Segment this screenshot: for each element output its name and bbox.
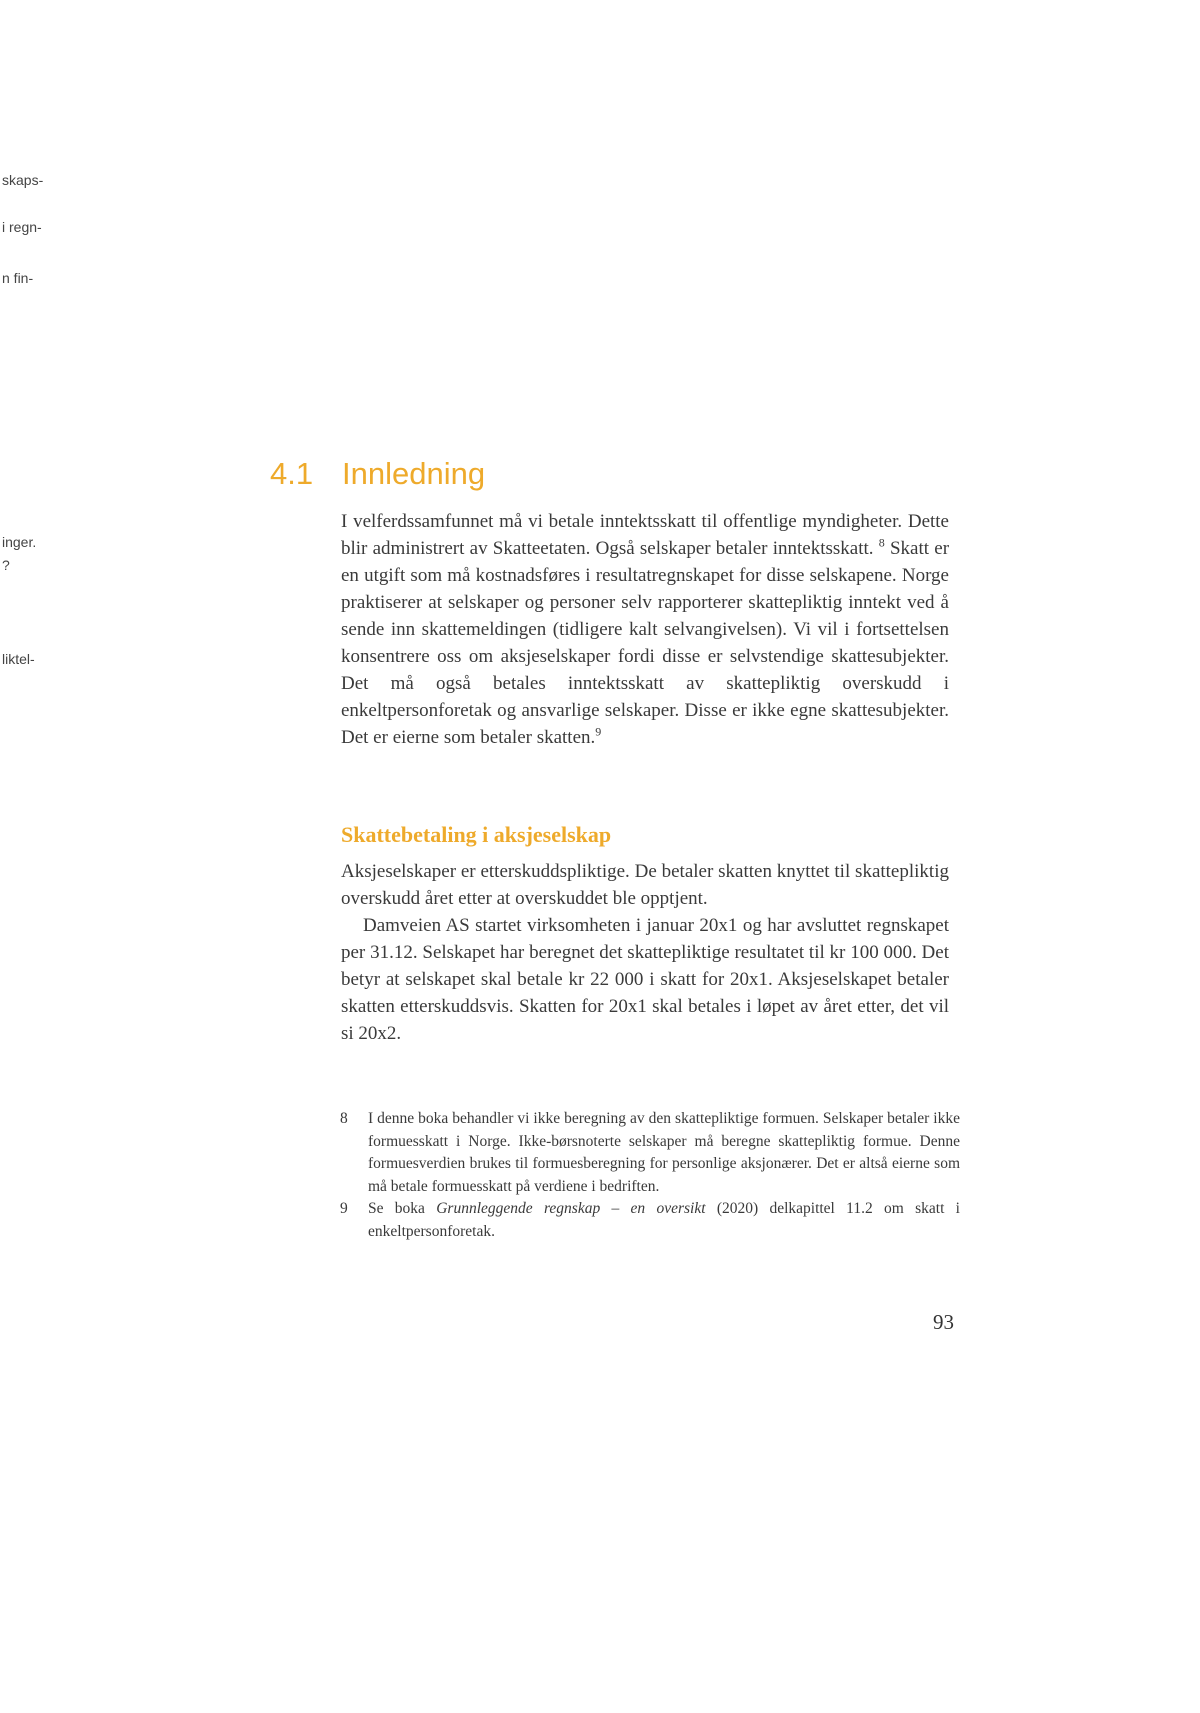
- footnote-text: I denne boka behandler vi ikke beregning av den skattepliktige formuen. Selskaper betaler ikke formuesskatt i Norge. Ikke-børsnoterte selskaper må beregne skattepliktig formue. Denne formuesverdien brukes til formuesberegning for personlige aksjonærer. Det er altså eierne som må betale formuesskatt på verdiene i bedriften.: [368, 1110, 960, 1195]
- intro-paragraph: [341, 508, 949, 751]
- footnote-ref[interactable]: 8: [878, 535, 885, 550]
- section-heading: [270, 456, 485, 492]
- section-title: Innledning: [342, 456, 486, 491]
- subsection-text: [341, 858, 949, 1047]
- subsection-heading: Skattebetaling i aksjeselskap: [341, 822, 612, 847]
- book-title: Grunnleggende regnskap – en oversikt: [436, 1200, 706, 1217]
- subsection-paragraph: Aksjeselskaper er etterskuddspliktige. De betaler skatten knyttet til skattepliktig overskudd året etter at overskuddet ble opptjent.: [341, 861, 949, 909]
- margin-fragment: ?: [2, 557, 10, 573]
- subsection-paragraph: Damveien AS startet virksomheten i januar 20x1 og har avsluttet regnskapet per 31.12. Selskapet har beregnet det skattepliktige resultatet til kr 100 000. Det betyr at selskapet skal betale kr 22 000 i skatt for 20x1. Aksjeselskapet betaler skatten etterskuddsvis. Skatten for 20x1 skal betales i løpet av året etter, det vil si 20x2.: [341, 915, 949, 1044]
- margin-fragment: i regn-: [2, 219, 42, 235]
- footnote-ref[interactable]: 9: [595, 724, 602, 739]
- margin-fragment: skaps-: [2, 172, 44, 188]
- intro-text: [341, 508, 949, 751]
- footnote-number: 9: [340, 1200, 348, 1217]
- footnote: [340, 1198, 960, 1243]
- section-number: 4.1: [270, 456, 314, 491]
- footnote-number: 8: [340, 1110, 348, 1127]
- intro-paragraph-part1: I velferdssamfunnet må vi betale inntektsskatt til offentlige myndigheter. Dette blir administrert av Skatteetaten. Også selskaper betaler inntektsskatt.: [341, 511, 949, 559]
- footnote-text: (2020) delkapittel 11.2 om skatt i enkeltpersonforetak.: [368, 1200, 960, 1240]
- intro-paragraph-part2: Skatt er en utgift som må kostnadsføres i resultatregnskapet for disse selskapene. Norge praktiserer at selskaper og personer selv rapporterer skattepliktig inntekt ved å sende inn skattemeldingen (tidligere kalt selvangivelsen). Vi vil i fortsettelsen konsentrere oss om aksjeselskaper fordi disse er selvstendige skattesubjekter. Det må også betales inntektsskatt av skattepliktig overskudd i enkeltpersonforetak og ansvarlige selskaper. Disse er ikke egne skattesubjekter. Det er eierne som betaler skatten.: [341, 538, 950, 748]
- footnotes: [340, 1108, 960, 1243]
- footnote-text: Se boka: [368, 1200, 437, 1217]
- margin-fragment: inger.: [2, 534, 37, 550]
- margin-fragment: n fin-: [2, 270, 34, 286]
- page-number: 93: [933, 1310, 954, 1334]
- margin-fragment: liktel-: [2, 651, 35, 667]
- footnote: [340, 1108, 960, 1198]
